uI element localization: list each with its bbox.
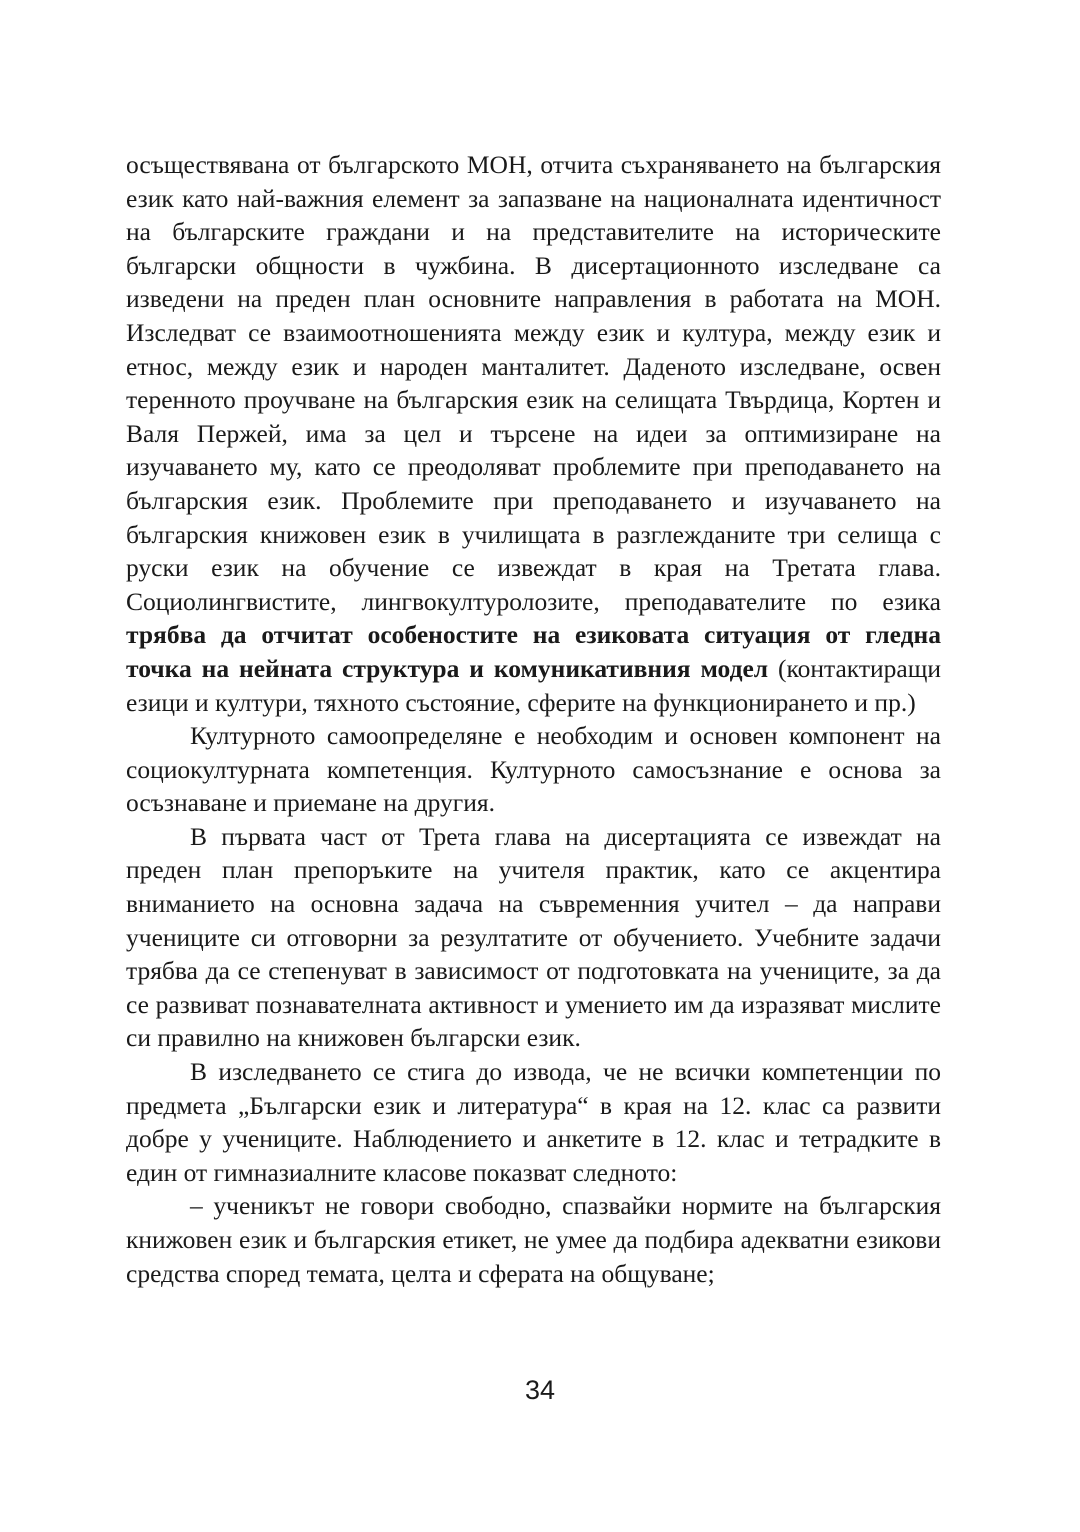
- paragraph-1: [126, 148, 941, 719]
- page-number: 34: [524, 1375, 556, 1405]
- paragraph-2: Културното самоопределяне е необходим и основен компонент на социокултурната компетенция. Културното самосъзнание е основа за осъзнаване и приемане на другия.: [126, 721, 941, 818]
- paragraph-3: В първата част от Трета глава на дисертацията се извеждат на преден план препоръките на учителя практик, като се акцентира вниманието на основна задача на съвременния учител – да направи учениците си отговорни за резултатите от обучението. Учебните задачи трябва да се степенуват в зависимост от подготовката на учениците, за да се развиват познавателната активност и умението им да изразяват мислите си правилно на книжовен български език.: [126, 821, 941, 1053]
- paragraph-1-text: осъществявана от българското МОН, отчита съхраняването на българския език като най-важния елемент за запазване на националната идентичност на българските граждани и на представителите на историческите български общности в чужбина. В дисертационното изследване са изведени на преден план основните направления в работата на МОН. Изследват се взаимоотношенията между език и култура, между език и етнос, между език и народен манталитет. Даденото изследване, освен теренното проучване на българския език на селищата Твърдица, Кортен и Валя Пержей, има за цел и търсене на идеи за оптимизиране на изучаването му, като се преодоляват проблемите при преподаването на българския език. Проблемите при преподаването и изучаването на българския книжовен език в училищата в разглежданите три селища с руски език на обучение се извеждат в края на Третата глава. Социолингвистите, лингвокултуролозите, преподавателите по езика: [126, 150, 941, 616]
- paragraph-1-bold-phrase: трябва да отчитат особеностите на езиковата ситуация от гледна точка на нейната структура и комуникативния модел: [126, 620, 941, 683]
- body-text: [126, 148, 941, 1290]
- paragraph-5-list-item: – ученикът не говори свободно, спазвайки нормите на българския книжовен език и българския етикет, не умее да подбира адекватни езикови средства според темата, целта и сферата на общуване;: [126, 1191, 941, 1288]
- paragraph-4: В изследването се стига до извода, че не всички компетенции по предмета „Български език и литература“ в края на 12. клас са развити добре у учениците. Наблюдението и анкетите в 12. клас и тетрадките в един от гимназиалните класове показват следното:: [126, 1057, 941, 1187]
- paragraph-1-tail: (контактиращи езици и култури, тяхното състояние, сферите на функционирането и пр.): [126, 653, 941, 717]
